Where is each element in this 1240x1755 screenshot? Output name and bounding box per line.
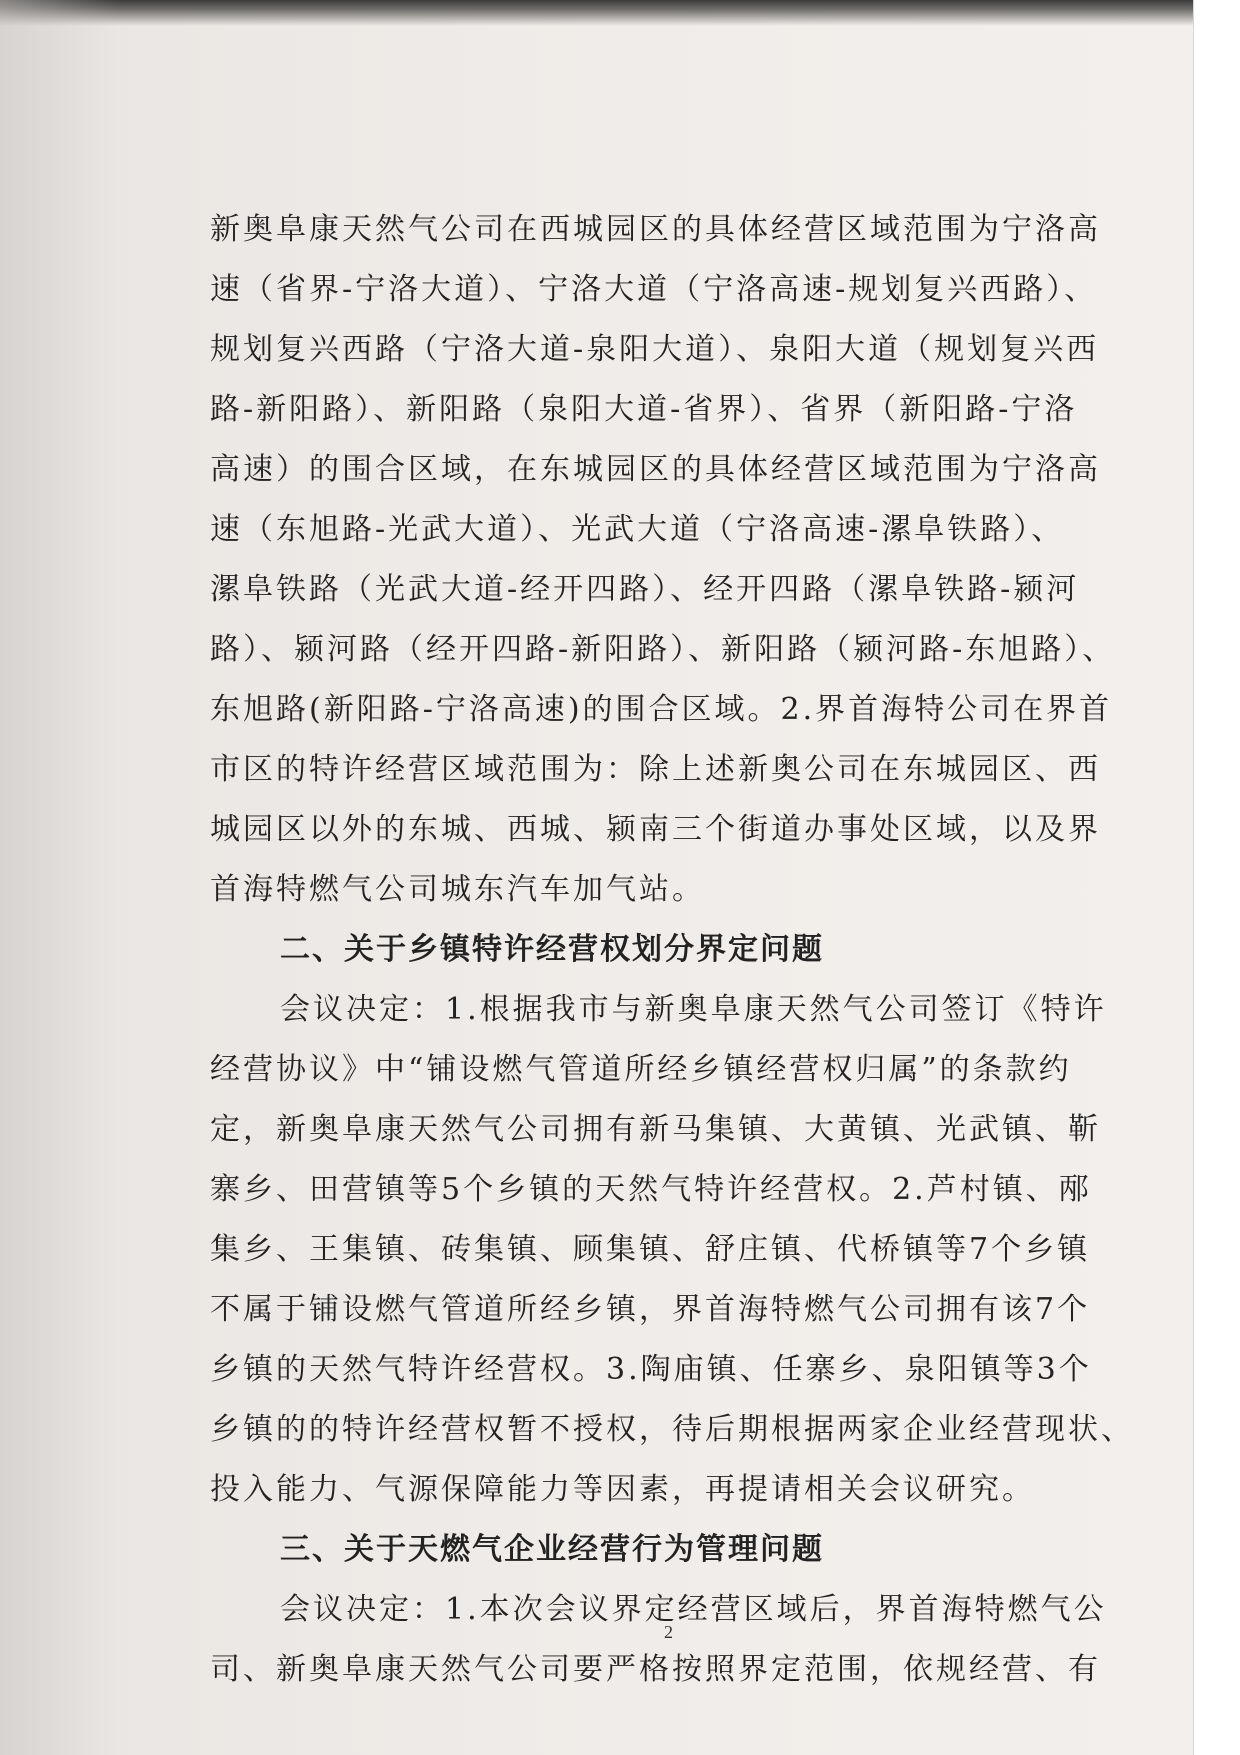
paragraph2-line: 乡镇的的特许经营权暂不授权，待后期根据两家企业经营现状、 bbox=[210, 1412, 1134, 1447]
paragraph1-line: 规划复兴西路（宁洛大道-泉阳大道）、泉阳大道（规划复兴西 bbox=[210, 332, 1100, 367]
scan-right-edge bbox=[1193, 0, 1240, 1755]
paragraph3-line: 司、新奥阜康天然气公司要严格按照界定范围，依规经营、有 bbox=[210, 1652, 1101, 1687]
paragraph2-line: 不属于铺设燃气管道所经乡镇，界首海特燃气公司拥有该7个 bbox=[210, 1292, 1091, 1327]
paragraph2-line: 经营协议》中“铺设燃气管道所经乡镇经营权归属”的条款约 bbox=[210, 1052, 1072, 1087]
paragraph2-line: 会议决定：1.根据我市与新奥阜康天然气公司签订《特许 bbox=[280, 992, 1107, 1027]
paragraph1-line: 路）、颍河路（经开四路-新阳路）、新阳路（颍河路-东旭路）、 bbox=[210, 632, 1116, 667]
paragraph2-line: 定，新奥阜康天然气公司拥有新马集镇、大黄镇、光武镇、靳 bbox=[210, 1112, 1101, 1147]
paragraph1-line: 新奥阜康天然气公司在西城园区的具体经营区域范围为宁洛高 bbox=[210, 212, 1101, 247]
paragraph3-line: 会议决定：1.本次会议界定经营区域后，界首海特燃气公 bbox=[280, 1592, 1107, 1627]
paragraph1-line: 东旭路(新阳路-宁洛高速)的围合区域。2.界首海特公司在界首 bbox=[210, 692, 1113, 727]
paragraph1-line: 市区的特许经营区域范围为：除上述新奥公司在东城园区、西 bbox=[210, 752, 1101, 787]
paragraph2-line: 乡镇的天然气特许经营权。3.陶庙镇、任寨乡、泉阳镇等3个 bbox=[210, 1352, 1092, 1387]
section-heading-3: 三、关于天燃气企业经营行为管理问题 bbox=[280, 1532, 824, 1567]
paragraph2-line: 集乡、王集镇、砖集镇、顾集镇、舒庄镇、代桥镇等7个乡镇 bbox=[210, 1232, 1091, 1267]
document-body bbox=[210, 200, 1134, 1700]
paragraph1-line: 高速）的围合区域，在东城园区的具体经营区域范围为宁洛高 bbox=[210, 452, 1101, 487]
paragraph2-line: 投入能力、气源保障能力等因素，再提请相关会议研究。 bbox=[210, 1472, 1035, 1507]
scan-left-shadow bbox=[0, 0, 120, 1755]
paragraph1-line: 路-新阳路）、新阳路（泉阳大道-省界）、省界（新阳路-宁洛 bbox=[210, 392, 1078, 427]
paragraph2-line: 寨乡、田营镇等5个乡镇的天然气特许经营权。2.芦村镇、邴 bbox=[210, 1172, 1092, 1207]
paragraph1-line: 速（省界-宁洛大道）、宁洛大道（宁洛高速-规划复兴西路）、 bbox=[210, 272, 1098, 307]
paragraph1-line: 首海特燃气公司城东汽车加气站。 bbox=[210, 872, 705, 907]
paragraph1-line: 漯阜铁路（光武大道-经开四路）、经开四路（漯阜铁路-颍河 bbox=[210, 572, 1080, 607]
page-number: 2 bbox=[664, 1622, 673, 1642]
paragraph1-line: 速（东旭路-光武大道）、光武大道（宁洛高速-漯阜铁路）、 bbox=[210, 512, 1065, 547]
section-heading-2: 二、关于乡镇特许经营权划分界定问题 bbox=[280, 932, 824, 967]
scan-top-shadow bbox=[0, 0, 1240, 26]
paragraph1-line: 城园区以外的东城、西城、颍南三个街道办事处区域，以及界 bbox=[210, 812, 1101, 847]
